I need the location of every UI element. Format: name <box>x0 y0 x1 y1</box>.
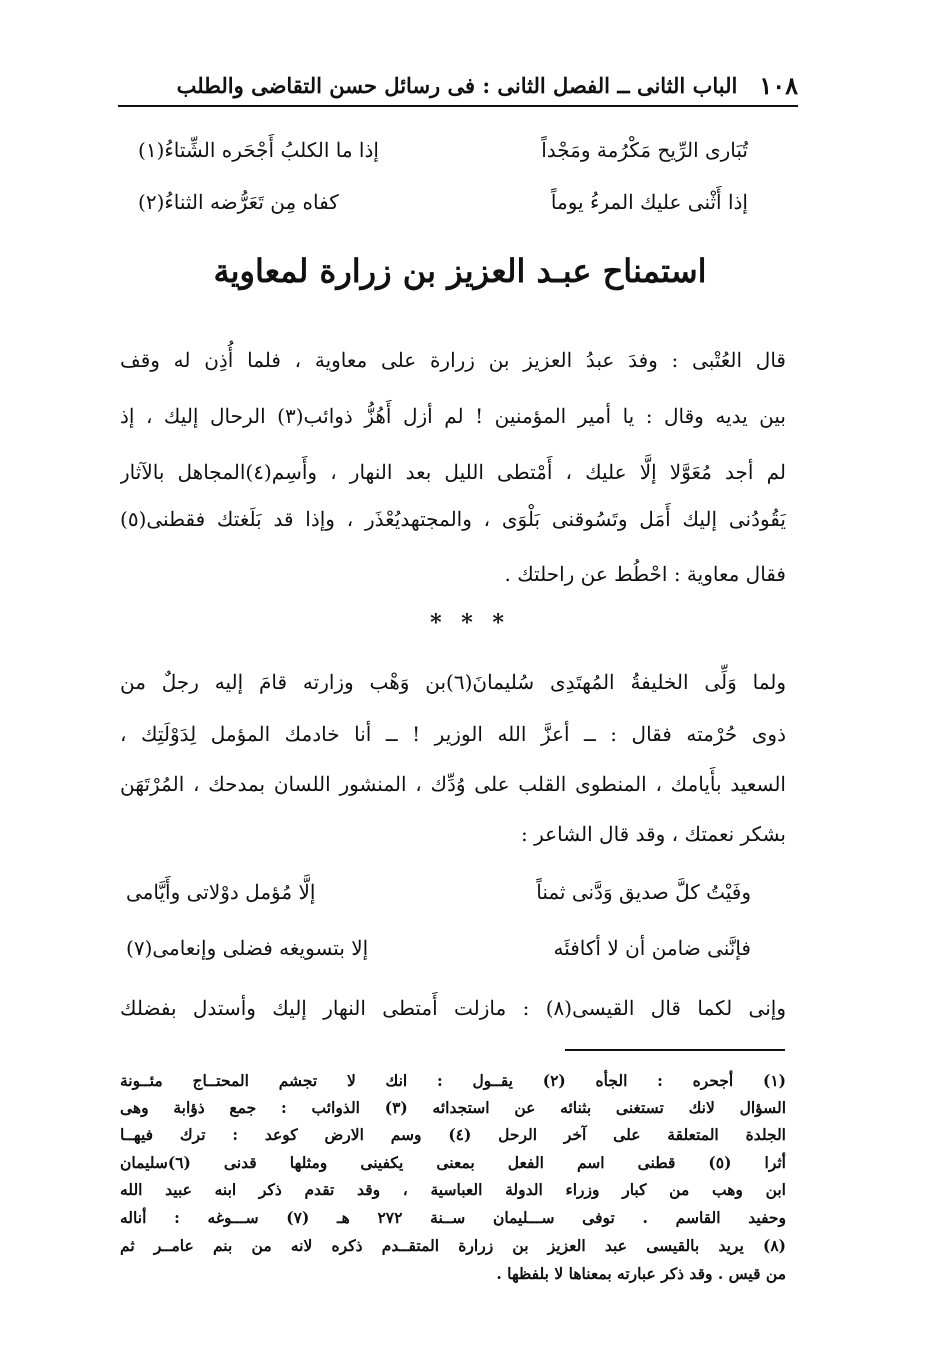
footnote-line: السؤال لانك تستغنى بثنائه عن استجدائه (٣) الذوائب : جمع ذؤابة وهى <box>120 1098 786 1117</box>
paragraph-line: وإنى لكما قال القيسى(٨) : مازلت أَمتطى النهار إليك وأستدل بفضلك <box>120 996 786 1020</box>
poem-verse <box>138 130 748 170</box>
page-header <box>118 66 798 104</box>
paragraph-line: بين يديه وقال : يا أمير المؤمنين ! لم أزل أَهُزُّ ذوائب(٣) الرحال إليك ، إذ <box>120 404 786 428</box>
paragraph-line: لم أجد مُعَوَّلا إلَّا عليك ، أَمْتطى الليل بعد النهار ، وأَسِم(٤)المجاهل بالآثار <box>120 460 786 484</box>
paragraph-line: السعيد بأَيامك ، المنطوى القلب على وُدِّك ، المنشور اللسان بمدحك ، المُرْتَهَن <box>120 772 786 796</box>
paragraph-line: ذوى حُرْمته فقال : ــ أعزَّ الله الوزير ! ــ أنا خادمك المؤمل لِدَوْلَتِك ، <box>120 722 786 746</box>
footnote-rule <box>565 1049 785 1051</box>
poem-verse <box>126 872 751 912</box>
section-title: استمناح عبـد العزيز بن زرارة لمعاوية <box>213 252 707 290</box>
footnote-line: من قيس . وقد ذكر عبارته بمعناها لا بلفظها . <box>496 1264 786 1283</box>
running-head: الباب الثانى ــ الفصل الثانى : فى رسائل حسن التقاضى والطلب <box>176 72 738 98</box>
verse-second-hemistich: إلا بتسويغه فضلى وإنعامى(٧) <box>126 936 369 960</box>
footnote-line: وحفيد القاسم . توفى ســـليمان ســنة ٢٧٢ هـ (٧) ســـوغه : أناله <box>120 1208 786 1227</box>
verse-first-hemistich: وفَيْتُ كلَّ صديق وَدَّنى ثمناً <box>536 880 751 904</box>
paragraph-line: يَقُودُنى إليك أَمَل وتَسُوقنى بَلْوَى ، والمجتهديُعْذَر ، وإذا قد بَلَغتك فقطنى(٥) <box>120 507 786 531</box>
poem-verse <box>126 928 751 968</box>
verse-second-hemistich: كفاه مِن تَعَرُّضه الثناءُ(٢) <box>138 190 339 214</box>
paragraph-line: قال العُتْبى : وفدَ عبدُ العزيز بن زرارة على معاوية ، فلما أُذِن له وقف <box>120 348 786 372</box>
verse-second-hemistich: إلَّا مُؤمل دوْلاتى وأَيَّامى <box>126 880 316 904</box>
paragraph-line: ولما وَلِّى الخليفةُ المُهتَدِى سُليمانَ(٦)بن وَهْب وزارته قامَ إليه رجلٌ من <box>120 670 786 694</box>
paragraph-line: بشكر نعمتك ، وقد قال الشاعر : <box>521 822 786 846</box>
verse-first-hemistich: فإنَّنى ضامن أن لا أكافئَه <box>553 936 751 960</box>
footnote-line: أثرا (٥) قطنى اسم الفعل بمعنى يكفينى ومثلها قدنى (٦)سليمان <box>120 1153 786 1172</box>
poem-verse <box>138 182 748 222</box>
footnote-line: (١) أجحره : الجأه (٢) يقــول : انك لا تجشم المحتــاج مئــونة <box>120 1071 786 1090</box>
footnote-line: الجلدة المتعلقة على آخر الرحل (٤) وسم الارض كوعد : ترك فيهــا <box>120 1125 786 1144</box>
section-separator: * * * <box>430 610 510 636</box>
page-number: ١٠٨ <box>759 70 798 100</box>
header-rule <box>118 105 798 107</box>
verse-first-hemistich: تُبَارى الرِّيح مَكْرُمة ومَجْداً <box>541 138 748 162</box>
footnote-line: (٨) يريد بالقيسى عبد العزيز بن زرارة المتقــدم ذكره لانه من بنم عامــر ثم <box>120 1236 786 1255</box>
footnote-line: ابن وهب من كبار وزراء الدولة العباسية ، وقد تقدم ذكر ابنه عبيد الله <box>120 1180 786 1199</box>
paragraph-line: فقال معاوية : احْطُط عن راحلتك . <box>504 562 786 586</box>
verse-second-hemistich: إذا ما الكلبُ أَجْحَره الشِّتاءُ(١) <box>138 138 379 162</box>
verse-first-hemistich: إذا أَثْنى عليك المرءُ يوماً <box>550 190 748 214</box>
